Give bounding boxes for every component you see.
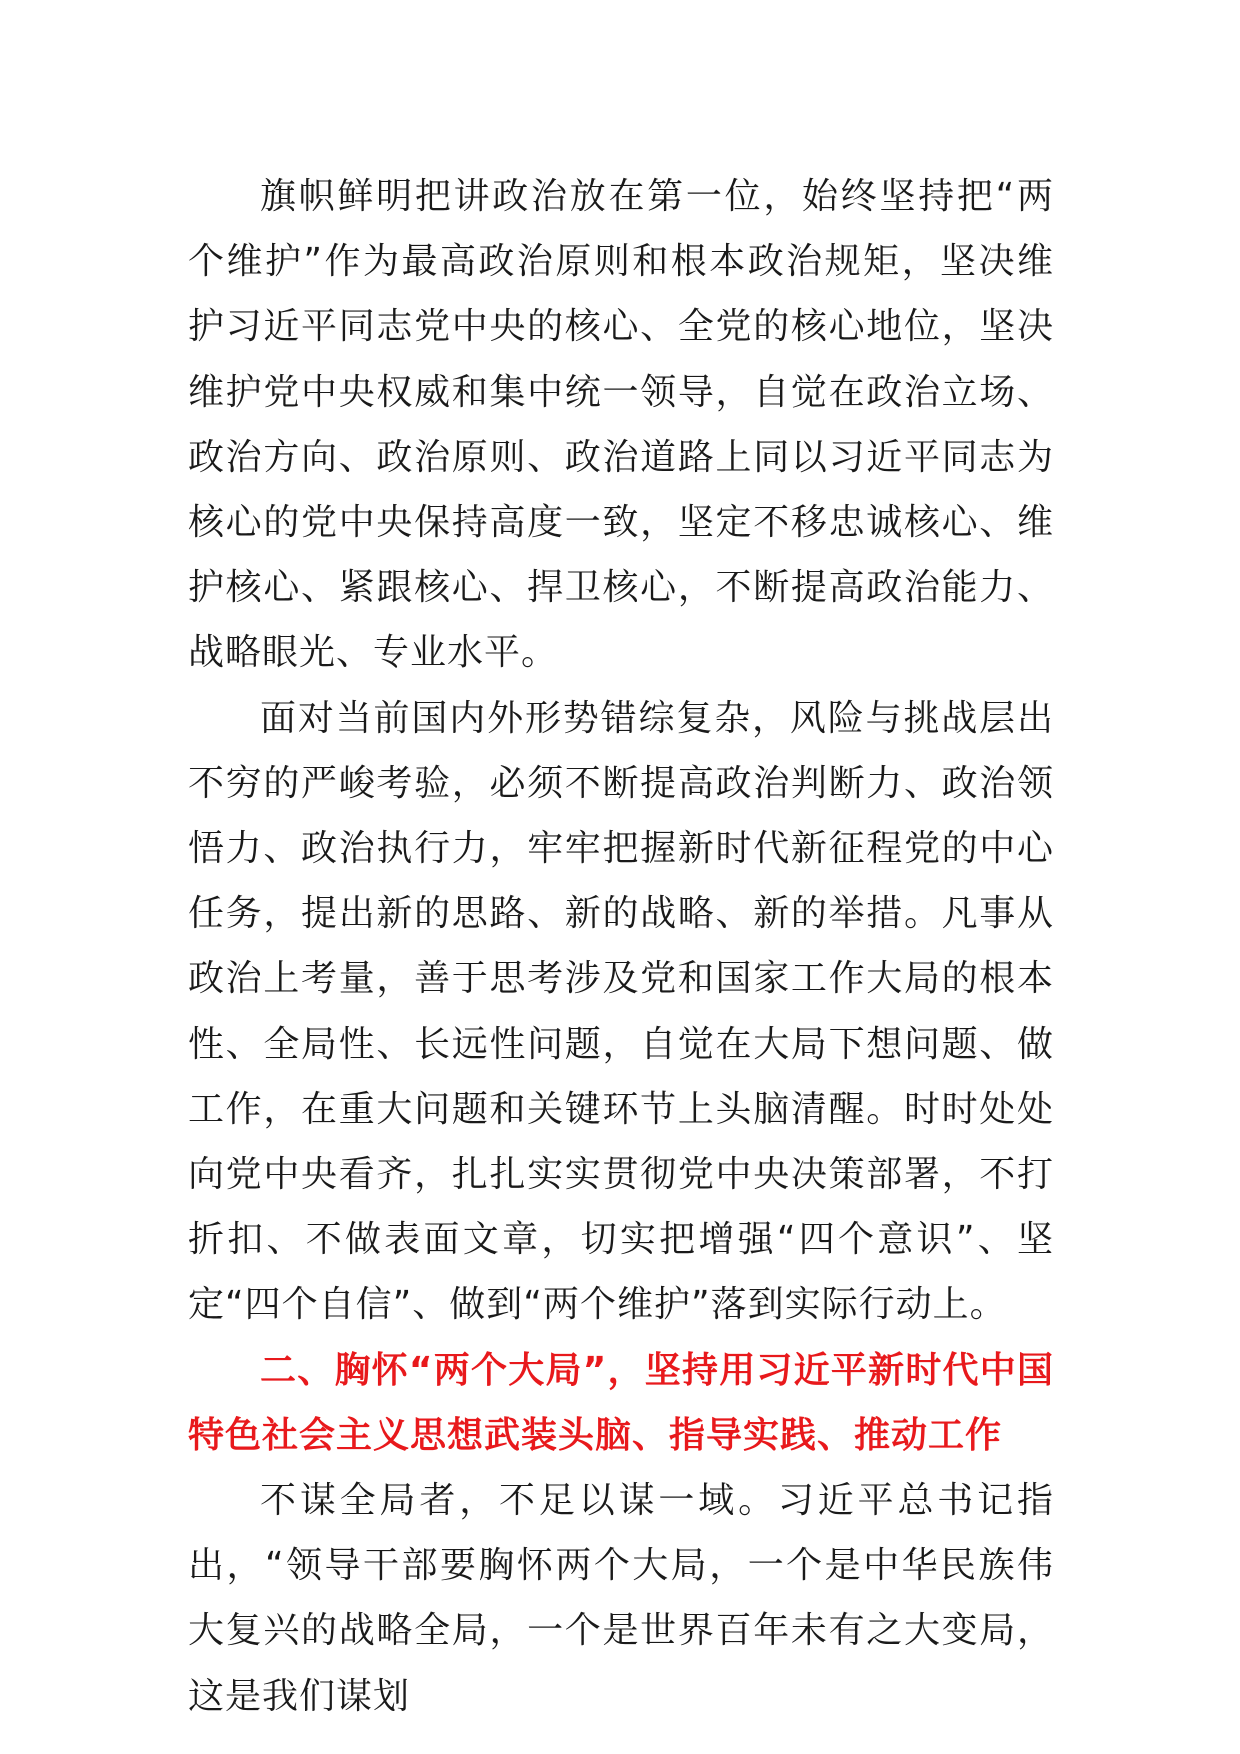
- body-paragraph-1: 旗帜鲜明把讲政治放在第一位，始终坚持把“两个维护”作为最高政治原则和根本政治规矩，坚决维护习近平同志党中央的核心、全党的核心地位，坚决维护党中央权威和集中统一领导，自觉在政治立场、政治方向、政治原则、政治道路上同以习近平同志为核心的党中央保持高度一致，坚定不移忠诚核心、维护核心、紧跟核心、捍卫核心，不断提高政治能力、战略眼光、专业水平。: [188, 176, 1054, 674]
- body-paragraph-3: 不谋全局者，不足以谋一域。习近平总书记指出，“领导干部要胸怀两个大局，一个是中华民族伟大复兴的战略全局，一个是世界百年未有之大变局，这是我们谋划: [188, 1480, 1054, 1717]
- body-paragraph-2: 面对当前国内外形势错综复杂，风险与挑战层出不穷的严峻考验，必须不断提高政治判断力、政治领悟力、政治执行力，牢牢把握新时代新征程党的中心任务，提出新的思路、新的战略、新的举措。凡事从政治上考量，善于思考涉及党和国家工作大局的根本性、全局性、长远性问题，自觉在大局下想问题、做工作，在重大问题和关键环节上头脑清醒。时时处处向党中央看齐，扎扎实实贯彻党中央决策部署，不打折扣、不做表面文章，切实把增强“四个意识”、坚定“四个自信”、做到“两个维护”落到实际行动上。: [188, 697, 1054, 1326]
- section-heading: 二、胸怀“两个大局”，坚持用习近平新时代中国特色社会主义思想武装头脑、指导实践、推动工作: [188, 1349, 1054, 1456]
- document-body: [188, 164, 1054, 1729]
